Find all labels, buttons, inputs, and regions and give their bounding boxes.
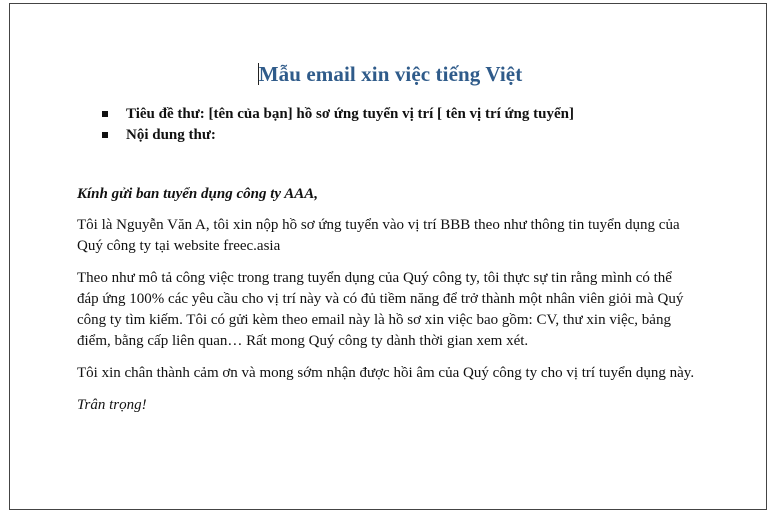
document-title: Mẫu email xin việc tiếng Việt (258, 62, 523, 86)
bullet-text: Tiêu đề thư: [tên của bạn] hồ sơ ứng tuyển vị trí [ tên vị trí ứng tuyển] (126, 106, 574, 122)
bullet-text: Nội dung thư: (126, 127, 216, 143)
bullet-list (100, 104, 574, 146)
letter-greeting: Kính gửi ban tuyển dụng công ty AAA, (77, 186, 318, 202)
letter-closing: Trân trọng! (77, 397, 147, 413)
square-bullet-icon (102, 111, 108, 117)
bullet-item-subject (100, 104, 574, 125)
letter-paragraph: Tôi là Nguyễn Văn A, tôi xin nộp hồ sơ ứng tuyển vào vị trí BBB theo như thông tin tuyển dụng của Quý công ty tại website freec.asia (77, 217, 680, 254)
letter-paragraph: Theo như mô tả công việc trong trang tuyển dụng của Quý công ty, tôi thực sự tin rằng mình có thể đáp ứng 100% các yêu cầu cho vị trí này và có đủ tiềm năng để trở thành một nhân viên giỏi mà Quý công ty tìm kiếm. Tôi có gửi kèm theo email này là hồ sơ xin việc bao gồm: CV, thư xin việc, bảng điểm, bằng cấp liên quan… Rất mong Quý công ty dành thời gian xem xét. (77, 270, 684, 349)
bullet-item-content (100, 125, 574, 146)
letter-paragraph: Tôi xin chân thành cảm ơn và mong sớm nhận được hồi âm của Quý công ty cho vị trí tuyển dụng này. (77, 365, 695, 381)
letter-body (77, 184, 697, 427)
document-title-block (0, 62, 780, 87)
square-bullet-icon (102, 132, 108, 138)
